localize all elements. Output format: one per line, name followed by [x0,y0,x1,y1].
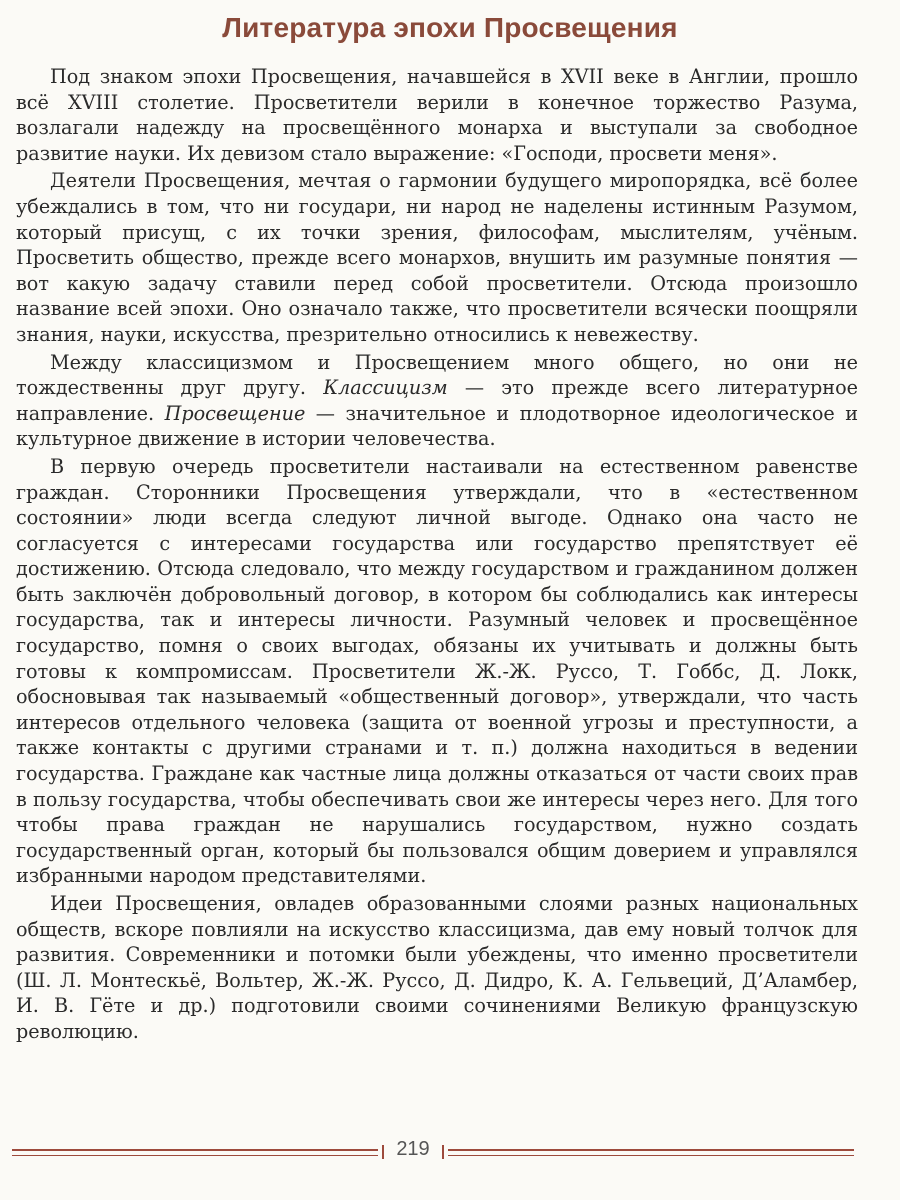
term-classicism: Классицизм [323,376,448,400]
paragraph-4: В первую очередь просветители настаивали на естественном равенстве граждан. Сторонники Просвещения утверждали, что в «естественном состоянии» люди всегда следуют личной выгоде. Однако она часто не согласуется с интересами государства или государство препятствует её достижению. Отсюда следовало, что между государством и гражданином должен быть заключён добровольный договор, в котором бы соблюдались как интересы государства, так и интересы личности. Разумный человек и просвещённое государство, помня о своих выгодах, обязаны их учитывать и должны быть готовы к компромиссам. Просветители Ж.-Ж. Руссо, Т. Гоббс, Д. Локк, обосновывая так называемый «общественный договор», утверждали, что часть интересов отдельного человека (защита от военной угрозы и преступности, а также контакты с другими странами и т. п.) должна находиться в ведении государства. Граждане как частные лица должны отказаться от части своих прав в пользу государства, чтобы обеспечивать свои же интересы через него. Для того чтобы права граждан не нарушались государством, нужно создать государственный орган, который бы пользовался общим доверием и управлялся избранными народом представителями. [16,454,858,888]
footer-rule-left-cap [382,1145,384,1159]
page-title: Литература эпохи Просвещения [222,12,678,43]
footer-rule-right-cap [442,1145,444,1159]
paragraph-3 [16,350,858,452]
page-body [16,64,858,1047]
term-enlightenment: Просвещение [164,401,306,425]
footer-rule-right [448,1149,854,1156]
paragraph-3-text-2: — это прежде всего литературное направление. [16,376,859,425]
paragraph-3-text-1: Между классицизмом и Просвещением много общего, но они не тождественны друг другу. [16,350,858,400]
footer-rule-left [12,1149,378,1156]
page-number: 219 [396,1138,430,1160]
paragraph-3-text-3: — значительное и плодотворное идеологическое и культурное движение в истории человечества. [16,401,859,451]
page-footer [0,1136,900,1168]
paragraph-5: Идеи Просвещения, овладев образованными слоями разных национальных обществ, вскоре повлияли на искусство классицизма, дав ему новый толчок для развития. Современники и потомки были убеждены, что именно просветители (Ш. Л. Монтескьё, Вольтер, Ж.-Ж. Руссо, Д. Дидро, К. А. Гельвеций, Д’Аламбер, И. В. Гёте и др.) подготовили своими сочинениями Великую французскую революцию. [16,892,858,1043]
paragraph-1: Под знаком эпохи Просвещения, начавшейся в XVII веке в Англии, прошло всё XVIII столетие. Просветители верили в конечное торжество Разума, возлагали надежду на просвещённого монарха и выступали за свободное развитие науки. Их девизом стало выражение: «Господи, просвети меня». [16,65,858,165]
paragraph-2: Деятели Просвещения, мечтая о гармонии будущего миропорядка, всё более убеждались в том, что ни государи, ни народ не наделены истинным Разумом, который присущ, с их точки зрения, философам, мыслителям, учёным. Просветить общество, прежде всего монархов, внушить им разумные понятия — вот какую задачу ставили перед собой просветители. Отсюда произошло название всей эпохи. Оно означало также, что просветители всячески поощряли знания, науки, искусства, презрительно относились к невежеству. [16,169,858,346]
